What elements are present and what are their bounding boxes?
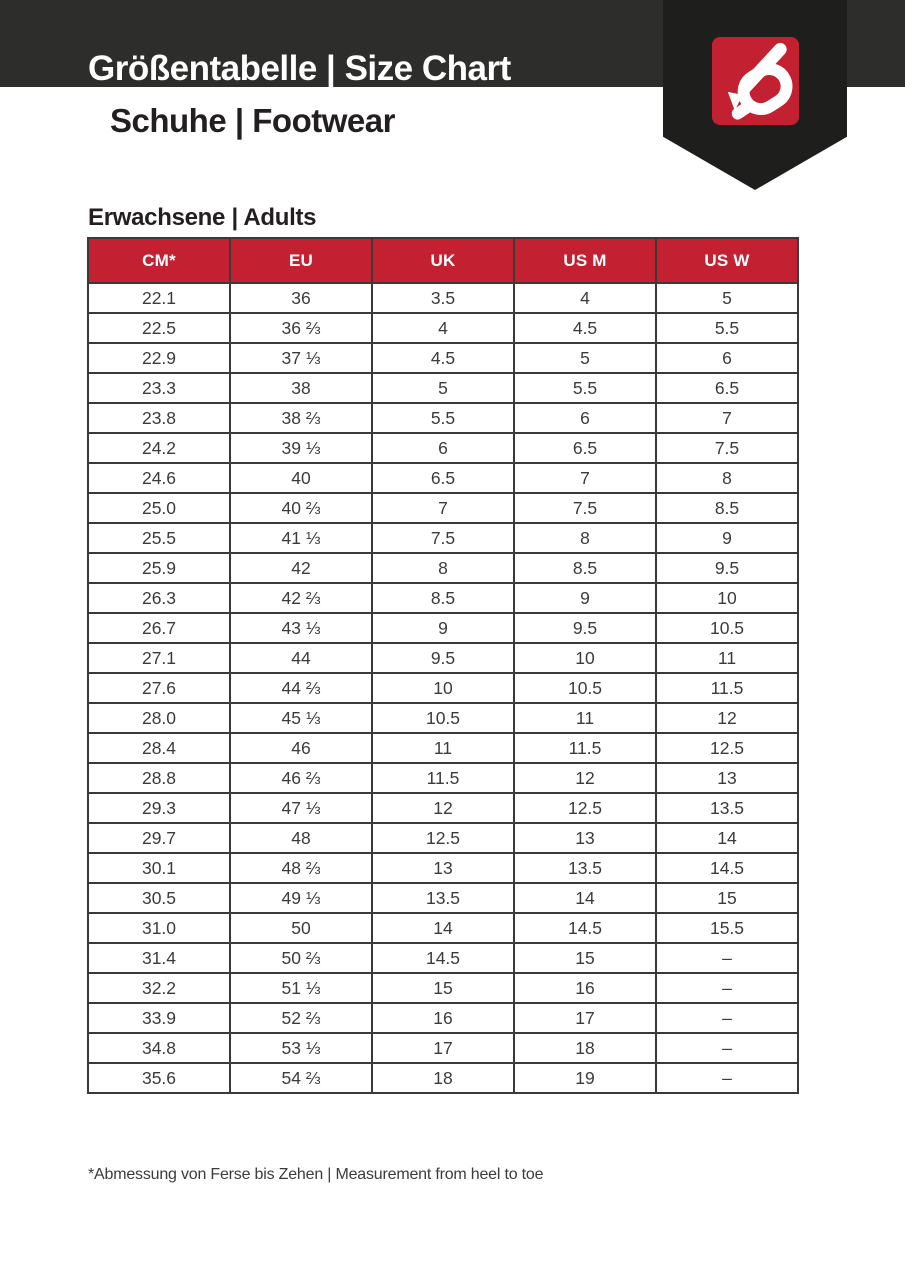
size-cell: 36 (230, 283, 372, 313)
size-cell: 9 (514, 583, 656, 613)
size-cell: 15 (372, 973, 514, 1003)
table-row (88, 823, 798, 853)
size-cell: 38 (230, 373, 372, 403)
size-cell: 22.5 (88, 313, 230, 343)
size-cell: 48 (230, 823, 372, 853)
size-cell: 23.3 (88, 373, 230, 403)
size-cell: – (656, 973, 798, 1003)
size-cell: 22.1 (88, 283, 230, 313)
size-cell: 51 ⅓ (230, 973, 372, 1003)
size-cell: 44 (230, 643, 372, 673)
size-cell: 29.3 (88, 793, 230, 823)
size-cell: 11.5 (514, 733, 656, 763)
size-cell: 10 (656, 583, 798, 613)
size-cell: 26.7 (88, 613, 230, 643)
size-cell: 46 (230, 733, 372, 763)
size-cell: 50 (230, 913, 372, 943)
section-heading: Erwachsene | Adults (88, 204, 317, 231)
size-cell: 13.5 (372, 883, 514, 913)
size-cell: 28.4 (88, 733, 230, 763)
size-cell: 30.1 (88, 853, 230, 883)
size-cell: 11.5 (656, 673, 798, 703)
table-row (88, 553, 798, 583)
size-cell: 8 (656, 463, 798, 493)
size-cell: 19 (514, 1063, 656, 1093)
size-cell: 48 ⅔ (230, 853, 372, 883)
table-row (88, 883, 798, 913)
size-cell: 24.6 (88, 463, 230, 493)
size-cell: 29.7 (88, 823, 230, 853)
size-cell: 7 (514, 463, 656, 493)
size-cell: 12 (514, 763, 656, 793)
size-cell: 25.5 (88, 523, 230, 553)
size-cell: 35.6 (88, 1063, 230, 1093)
column-header: US M (514, 238, 656, 283)
table-row (88, 433, 798, 463)
size-cell: 13 (514, 823, 656, 853)
size-cell: 14.5 (372, 943, 514, 973)
size-cell: 12.5 (372, 823, 514, 853)
table-body (88, 283, 798, 1093)
size-cell: 39 ⅓ (230, 433, 372, 463)
table-row (88, 793, 798, 823)
size-cell: 5.5 (656, 313, 798, 343)
size-cell: 27.6 (88, 673, 230, 703)
size-cell: 4 (514, 283, 656, 313)
size-cell: 11 (514, 703, 656, 733)
table-row (88, 523, 798, 553)
size-cell: 14 (656, 823, 798, 853)
table-row (88, 1003, 798, 1033)
size-cell: 8.5 (372, 583, 514, 613)
table-row (88, 673, 798, 703)
measurement-footnote: *Abmessung von Ferse bis Zehen | Measurement from heel to toe (88, 1166, 544, 1183)
size-cell: 6 (372, 433, 514, 463)
table-row (88, 373, 798, 403)
size-cell: 47 ⅓ (230, 793, 372, 823)
size-cell: 24.2 (88, 433, 230, 463)
size-cell: 40 (230, 463, 372, 493)
size-cell: 30.5 (88, 883, 230, 913)
size-cell: 6 (656, 343, 798, 373)
page-subtitle: Schuhe | Footwear (110, 102, 395, 139)
size-cell: 7.5 (656, 433, 798, 463)
size-cell: 10.5 (656, 613, 798, 643)
size-cell: 13 (372, 853, 514, 883)
table-header (88, 238, 798, 283)
size-cell: 26.3 (88, 583, 230, 613)
table-row (88, 583, 798, 613)
size-cell: 11 (656, 643, 798, 673)
size-cell: 14 (514, 883, 656, 913)
size-cell: 25.9 (88, 553, 230, 583)
size-cell: 34.8 (88, 1033, 230, 1063)
size-cell: 53 ⅓ (230, 1033, 372, 1063)
size-cell: 23.8 (88, 403, 230, 433)
size-cell: 12 (372, 793, 514, 823)
size-cell: 52 ⅔ (230, 1003, 372, 1033)
size-cell: 36 ⅔ (230, 313, 372, 343)
size-cell: 8.5 (514, 553, 656, 583)
table-row (88, 643, 798, 673)
size-cell: 9 (656, 523, 798, 553)
size-cell: 9 (372, 613, 514, 643)
size-cell: 17 (372, 1033, 514, 1063)
size-cell: 32.2 (88, 973, 230, 1003)
size-cell: 7.5 (372, 523, 514, 553)
size-cell: 14 (372, 913, 514, 943)
size-cell: – (656, 1003, 798, 1033)
table-row (88, 613, 798, 643)
size-cell: 46 ⅔ (230, 763, 372, 793)
size-chart-table (87, 237, 799, 1094)
table-row (88, 343, 798, 373)
size-cell: 31.0 (88, 913, 230, 943)
table-row (88, 403, 798, 433)
column-header: CM* (88, 238, 230, 283)
size-cell: 5.5 (514, 373, 656, 403)
size-cell: 50 ⅔ (230, 943, 372, 973)
size-cell: 9.5 (372, 643, 514, 673)
size-cell: 8 (372, 553, 514, 583)
size-cell: 16 (372, 1003, 514, 1033)
table-row (88, 493, 798, 523)
table-row (88, 973, 798, 1003)
column-header: EU (230, 238, 372, 283)
size-cell: 12 (656, 703, 798, 733)
size-cell: 40 ⅔ (230, 493, 372, 523)
table-row (88, 943, 798, 973)
size-cell: 12.5 (514, 793, 656, 823)
size-cell: 33.9 (88, 1003, 230, 1033)
size-cell: 11.5 (372, 763, 514, 793)
size-cell: 4.5 (372, 343, 514, 373)
size-cell: 31.4 (88, 943, 230, 973)
size-cell: 5.5 (372, 403, 514, 433)
size-cell: 42 (230, 553, 372, 583)
size-cell: 49 ⅓ (230, 883, 372, 913)
size-cell: 6.5 (372, 463, 514, 493)
size-cell: 6.5 (656, 373, 798, 403)
size-cell: – (656, 1063, 798, 1093)
size-cell: 18 (372, 1063, 514, 1093)
size-cell: 54 ⅔ (230, 1063, 372, 1093)
size-cell: 25.0 (88, 493, 230, 523)
size-cell: 43 ⅓ (230, 613, 372, 643)
size-cell: 45 ⅓ (230, 703, 372, 733)
size-cell: 27.1 (88, 643, 230, 673)
size-cell: 7.5 (514, 493, 656, 523)
table-header-row (88, 238, 798, 283)
size-cell: 7 (372, 493, 514, 523)
size-cell: 18 (514, 1033, 656, 1063)
size-cell: 13 (656, 763, 798, 793)
size-cell: 7 (656, 403, 798, 433)
column-header: US W (656, 238, 798, 283)
size-cell: 13.5 (656, 793, 798, 823)
size-cell: 3.5 (372, 283, 514, 313)
size-cell: 28.8 (88, 763, 230, 793)
size-cell: 15.5 (656, 913, 798, 943)
page-title: Größentabelle | Size Chart (88, 49, 511, 88)
table-row (88, 1063, 798, 1093)
size-cell: 10.5 (372, 703, 514, 733)
five-ten-logo-icon (712, 37, 799, 125)
table-row (88, 703, 798, 733)
size-cell: 42 ⅔ (230, 583, 372, 613)
table-row (88, 283, 798, 313)
size-cell: 9.5 (656, 553, 798, 583)
column-header: UK (372, 238, 514, 283)
size-cell: 8 (514, 523, 656, 553)
size-cell: 9.5 (514, 613, 656, 643)
size-cell: 14.5 (514, 913, 656, 943)
table-row (88, 913, 798, 943)
size-cell: 12.5 (656, 733, 798, 763)
size-cell: 37 ⅓ (230, 343, 372, 373)
size-cell: 11 (372, 733, 514, 763)
table-row (88, 1033, 798, 1063)
size-cell: 28.0 (88, 703, 230, 733)
size-cell: 5 (372, 373, 514, 403)
size-cell: 13.5 (514, 853, 656, 883)
size-cell: 5 (656, 283, 798, 313)
size-cell: 41 ⅓ (230, 523, 372, 553)
size-cell: 6 (514, 403, 656, 433)
size-cell: 15 (514, 943, 656, 973)
size-cell: 10 (372, 673, 514, 703)
size-cell: 17 (514, 1003, 656, 1033)
size-cell: 5 (514, 343, 656, 373)
size-cell: 4.5 (514, 313, 656, 343)
table-row (88, 313, 798, 343)
size-cell: 38 ⅔ (230, 403, 372, 433)
size-cell: 44 ⅔ (230, 673, 372, 703)
size-cell: 4 (372, 313, 514, 343)
table-row (88, 853, 798, 883)
size-cell: 14.5 (656, 853, 798, 883)
size-cell: 10 (514, 643, 656, 673)
table-row (88, 763, 798, 793)
size-cell: 22.9 (88, 343, 230, 373)
size-cell: – (656, 1033, 798, 1063)
size-cell: 8.5 (656, 493, 798, 523)
size-cell: 6.5 (514, 433, 656, 463)
table-row (88, 463, 798, 493)
size-cell: 15 (656, 883, 798, 913)
size-cell: 16 (514, 973, 656, 1003)
size-cell: 10.5 (514, 673, 656, 703)
size-cell: – (656, 943, 798, 973)
table-row (88, 733, 798, 763)
